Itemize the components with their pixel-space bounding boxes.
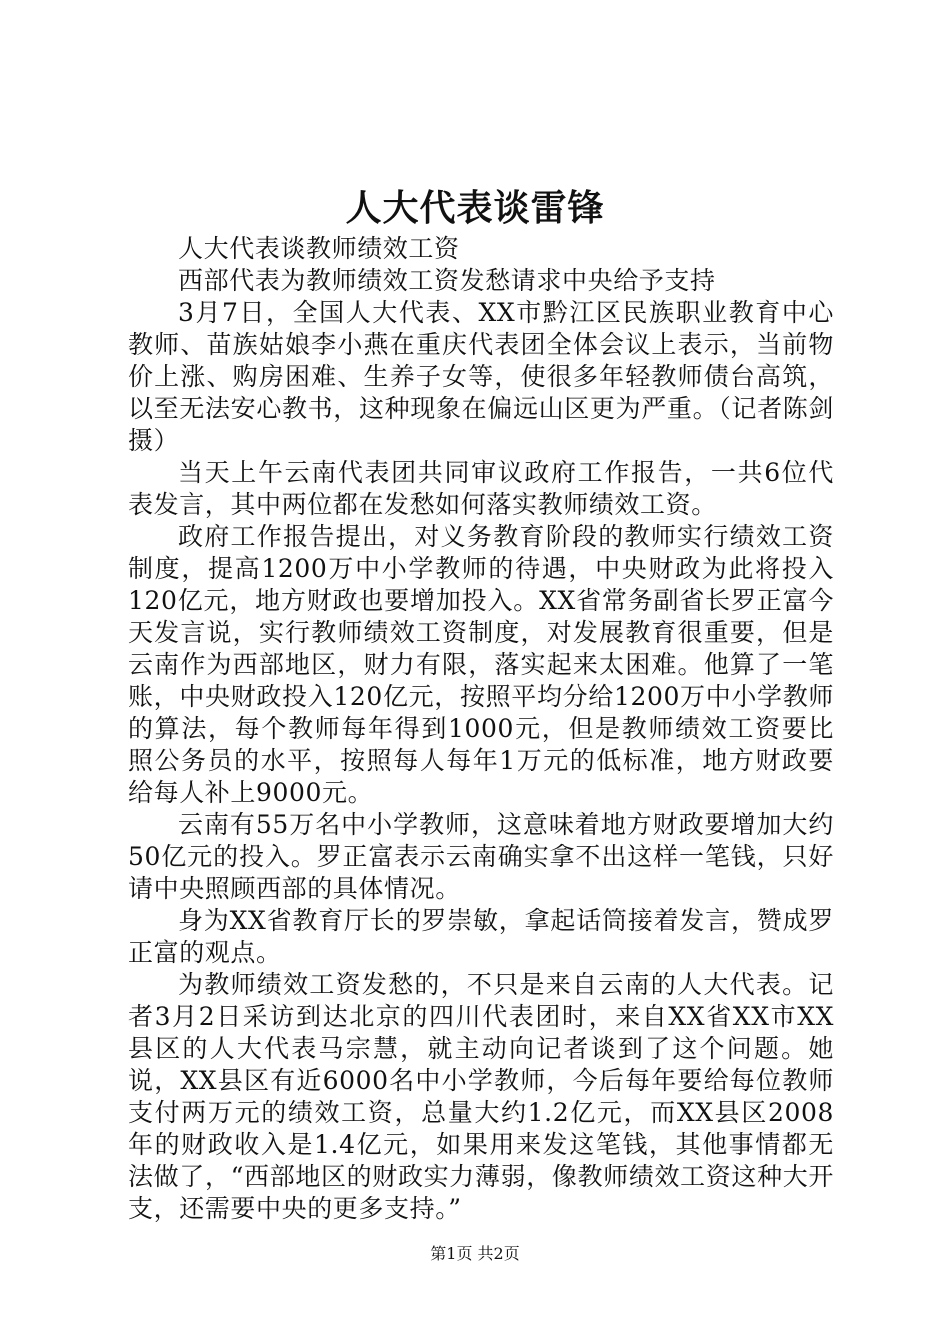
paragraph: 当天上午云南代表团共同审议政府工作报告，一共6位代表发言，其中两位都在发愁如何落实教师绩效工资。 <box>128 458 834 519</box>
paragraph: 为教师绩效工资发愁的，不只是来自云南的人大代表。记者3月2日采访到达北京的四川代表团时，来自XX省XX市XX县区的人大代表马宗慧，就主动向记者谈到了这个问题。她说，XX县区有近6000名中小学教师，今后每年要给每位教师支付两万元的绩效工资，总量大约1.2亿元，而XX县区2008年的财政收入是1.4亿元，如果用来发这笔钱，其他事情都无法做了，“西部地区的财政实力薄弱，像教师绩效工资这种大开支，还需要中央的更多支持。” <box>128 970 834 1223</box>
paragraph-subtitle-1: 人大代表谈教师绩效工资 <box>178 234 460 263</box>
paragraph: 身为XX省教育厅长的罗崇敏，拿起话筒接着发言，赞成罗正富的观点。 <box>128 906 834 967</box>
page-indicator: 第1页 共2页 <box>430 1244 520 1263</box>
document-title: 人大代表谈雷锋 <box>345 187 605 229</box>
document-body <box>128 233 834 1225</box>
paragraph: 政府工作报告提出，对义务教育阶段的教师实行绩效工资制度，提高1200万中小学教师的待遇，中央财政为此将投入120亿元，地方财政也要增加投入。XX省常务副省长罗正富今天发言说，实行教师绩效工资制度，对发展教育很重要，但是云南作为西部地区，财力有限，落实起来太困难。他算了一笔账，中央财政投入120亿元，按照平均分给1200万中小学教师的算法，每个教师每年得到1000元，但是教师绩效工资要比照公务员的水平，按照每人每年1万元的低标准，地方财政要给每人补上9000元。 <box>128 522 834 807</box>
paragraph-subtitle-2: 西部代表为教师绩效工资发愁请求中央给予支持 <box>178 266 716 295</box>
paragraph: 3月7日，全国人大代表、XX市黔江区民族职业教育中心教师、苗族姑娘李小燕在重庆代表团全体会议上表示，当前物价上涨、购房困难、生养子女等，使很多年轻教师债台高筑，以至无法安心教书，这种现象在偏远山区更为严重。（记者陈剑摄） <box>128 298 834 455</box>
paragraph: 云南有55万名中小学教师，这意味着地方财政要增加大约50亿元的投入。罗正富表示云南确实拿不出这样一笔钱，只好请中央照顾西部的具体情况。 <box>128 810 834 903</box>
